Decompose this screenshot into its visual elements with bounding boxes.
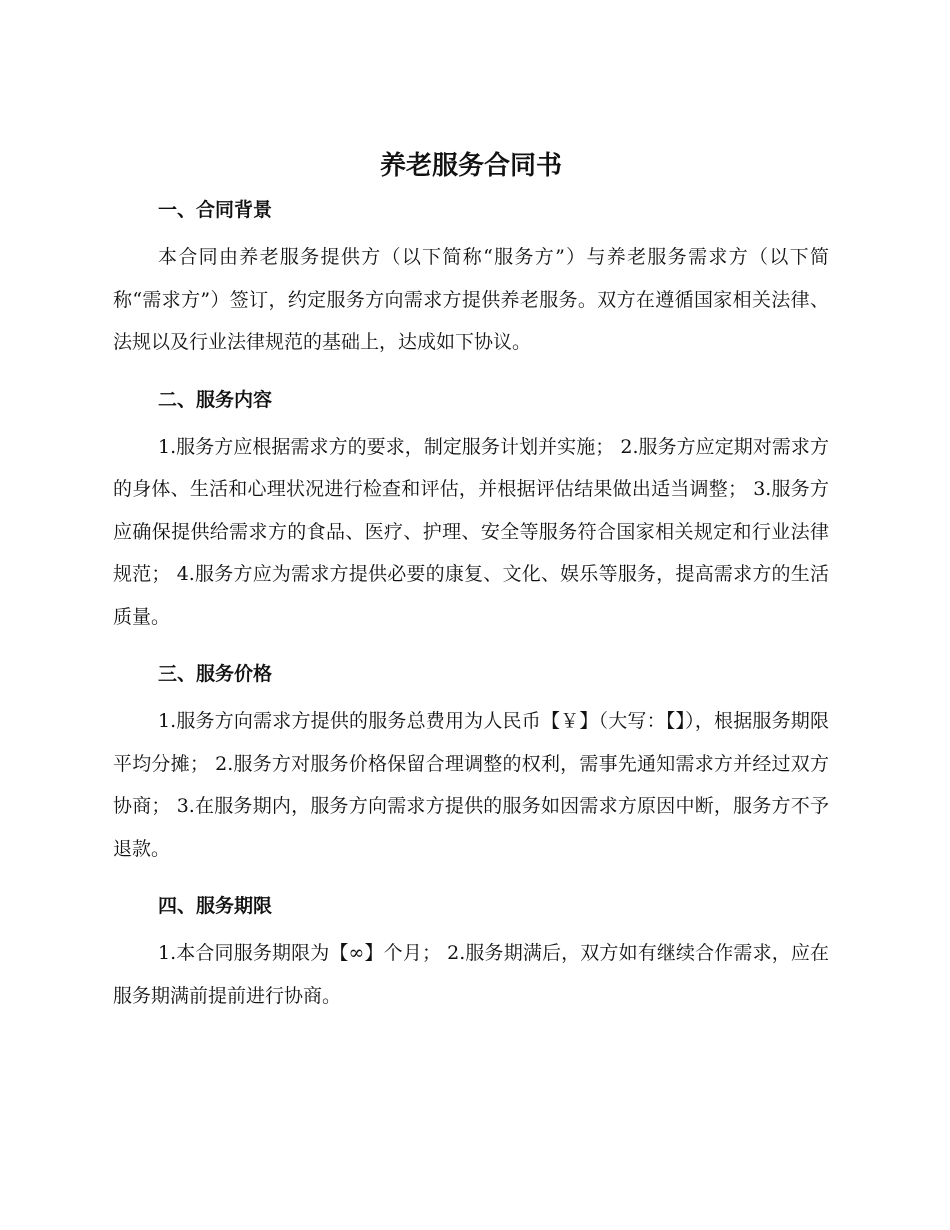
section-heading-service-term: 四、服务期限 bbox=[158, 895, 273, 917]
section-background bbox=[113, 190, 829, 364]
section-service-term bbox=[113, 886, 829, 1017]
section-body-background: 本合同由养老服务提供方（以下简称“服务方”）与养老服务需求方（以下简称“需求方”）签订，约定服务方向需求方提供养老服务。双方在遵循国家相关法律、法规以及行业法律规范的基础上，达成如下协议。 bbox=[113, 246, 829, 353]
section-body-service-term: 1.本合同服务期限为【∞】个月； 2.服务期满后，双方如有继续合作需求，应在服务期满前提前进行协商。 bbox=[113, 942, 829, 1007]
document-content bbox=[113, 146, 829, 1033]
section-body-service-price: 1.服务方向需求方提供的服务总费用为人民币【￥】（大写：【】），根据服务期限平均分摊； 2.服务方对服务价格保留合理调整的权利，需事先通知需求方并经过双方协商； 3.在服务期内，服务方向需求方提供的服务如因需求方原因中断，服务方不予退款。 bbox=[113, 710, 829, 860]
section-service-price bbox=[113, 654, 829, 870]
document-title: 养老服务合同书 bbox=[379, 151, 562, 181]
section-heading-service-content: 二、服务内容 bbox=[158, 388, 273, 411]
section-heading-service-price: 三、服务价格 bbox=[158, 663, 273, 685]
section-body-service-content: 1.服务方应根据需求方的要求，制定服务计划并实施； 2.服务方应定期对需求方的身体、生活和心理状况进行检查和评估，并根据评估结果做出适当调整； 3.服务方应确保提供给需求方的食品、医疗、护理、安全等服务符合国家相关规定和行业法律规范； 4.服务方应为需求方提供必要的康复、文化、娱乐等服务，提高需求方的生活质量。 bbox=[113, 435, 829, 628]
section-heading-background: 一、合同背景 bbox=[158, 199, 273, 221]
section-service-content bbox=[113, 380, 829, 639]
